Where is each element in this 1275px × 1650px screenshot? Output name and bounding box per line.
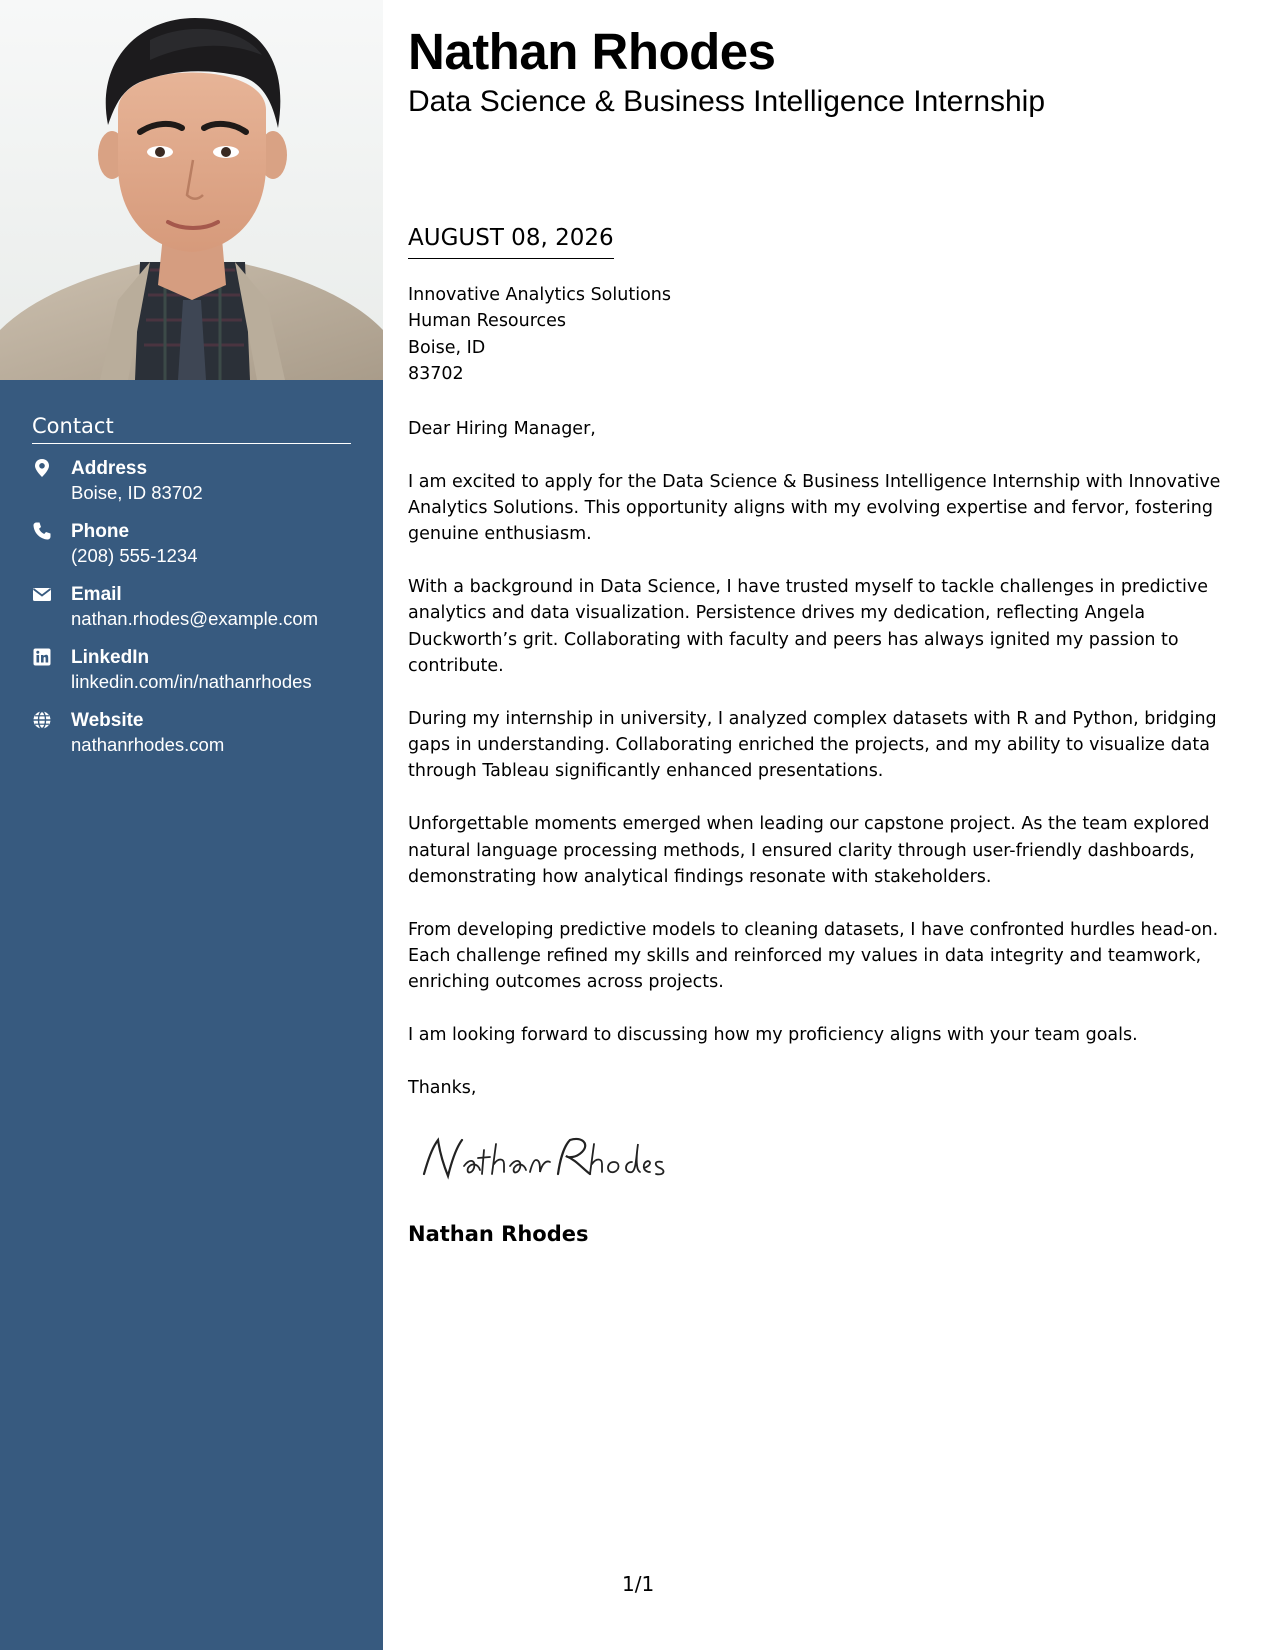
contact-label: Email (71, 584, 122, 605)
signed-name: Nathan Rhodes (408, 1222, 589, 1246)
email-value[interactable]: nathan.rhodes@example.com (71, 608, 319, 629)
contact-item-phone (32, 519, 372, 582)
job-title: Data Science & Business Intelligence Internship (408, 85, 1046, 118)
contact-label: Address (71, 458, 148, 479)
letter-paragraph: I am looking forward to discussing how my proficiency aligns with your team goals. (408, 1025, 1138, 1046)
contact-list (32, 456, 372, 771)
contact-item-address (32, 456, 372, 519)
letter-paragraph: During my internship in university, I analyzed complex datasets with R and Python, bridging gaps in understanding. Collaborating enriched the projects, and my ability to visualize data through Tableau significantly enhanced presentations. (408, 708, 1217, 782)
globe-icon (32, 710, 52, 730)
location-pin-icon (32, 458, 52, 478)
linkedin-value[interactable]: linkedin.com/in/nathanrhodes (71, 671, 312, 692)
contact-item-email (32, 582, 372, 645)
handwritten-signature (418, 1130, 668, 1190)
contact-heading: Contact (32, 413, 351, 444)
letter-date: AUGUST 08, 2026 (408, 222, 614, 259)
sidebar (0, 0, 383, 1650)
profile-photo (0, 0, 383, 380)
website-value[interactable]: nathanrhodes.com (71, 734, 225, 755)
contact-label: LinkedIn (71, 647, 150, 668)
letter-paragraph: Unforgettable moments emerged when leading our capstone project. As the team explored natural language processing methods, I ensured clarity through user-friendly dashboards, demonstrating how analytical findings resonate with stakeholders. (408, 814, 1210, 887)
letter-paragraph: With a background in Data Science, I have trusted myself to tackle challenges in predictive analytics and data visualization. Persistence drives my dedication, reflecting Angela Duckworth’s grit. Collaborating with faculty and peers has always ignited my passion to contribute. (408, 577, 1209, 677)
page-number: 1/1 (622, 1572, 655, 1596)
letter-paragraph: I am excited to apply for the Data Science & Business Intelligence Internship with Innovative Analytics Solutions. This opportunity aligns with my evolving expertise and fervor, fostering genuine enthusiasm. (408, 471, 1221, 545)
closing: Thanks, (408, 1078, 477, 1098)
phone-icon (32, 521, 52, 541)
contact-item-linkedin (32, 645, 372, 708)
phone-value: (208) 555-1234 (71, 545, 198, 566)
contact-label: Website (71, 710, 144, 731)
recipient-zip: 83702 (408, 363, 464, 384)
contact-item-website (32, 708, 372, 771)
letter-body (408, 416, 1243, 1075)
recipient-company: Innovative Analytics Solutions (408, 285, 671, 305)
contact-label: Phone (71, 521, 130, 542)
letter-paragraph: From developing predictive models to cleaning datasets, I have confronted hurdles head-on. Each challenge refined my skills and reinforced my values in data integrity and teamwork, enriching outcomes across projects. (408, 919, 1219, 993)
address-value: Boise, ID 83702 (71, 482, 203, 503)
recipient-address (408, 282, 671, 387)
linkedin-icon (32, 647, 52, 667)
envelope-icon (32, 584, 52, 604)
applicant-name: Nathan Rhodes (408, 23, 776, 80)
recipient-department: Human Resources (408, 311, 567, 332)
recipient-city-state: Boise, ID (408, 337, 486, 358)
salutation: Dear Hiring Manager, (408, 419, 596, 439)
